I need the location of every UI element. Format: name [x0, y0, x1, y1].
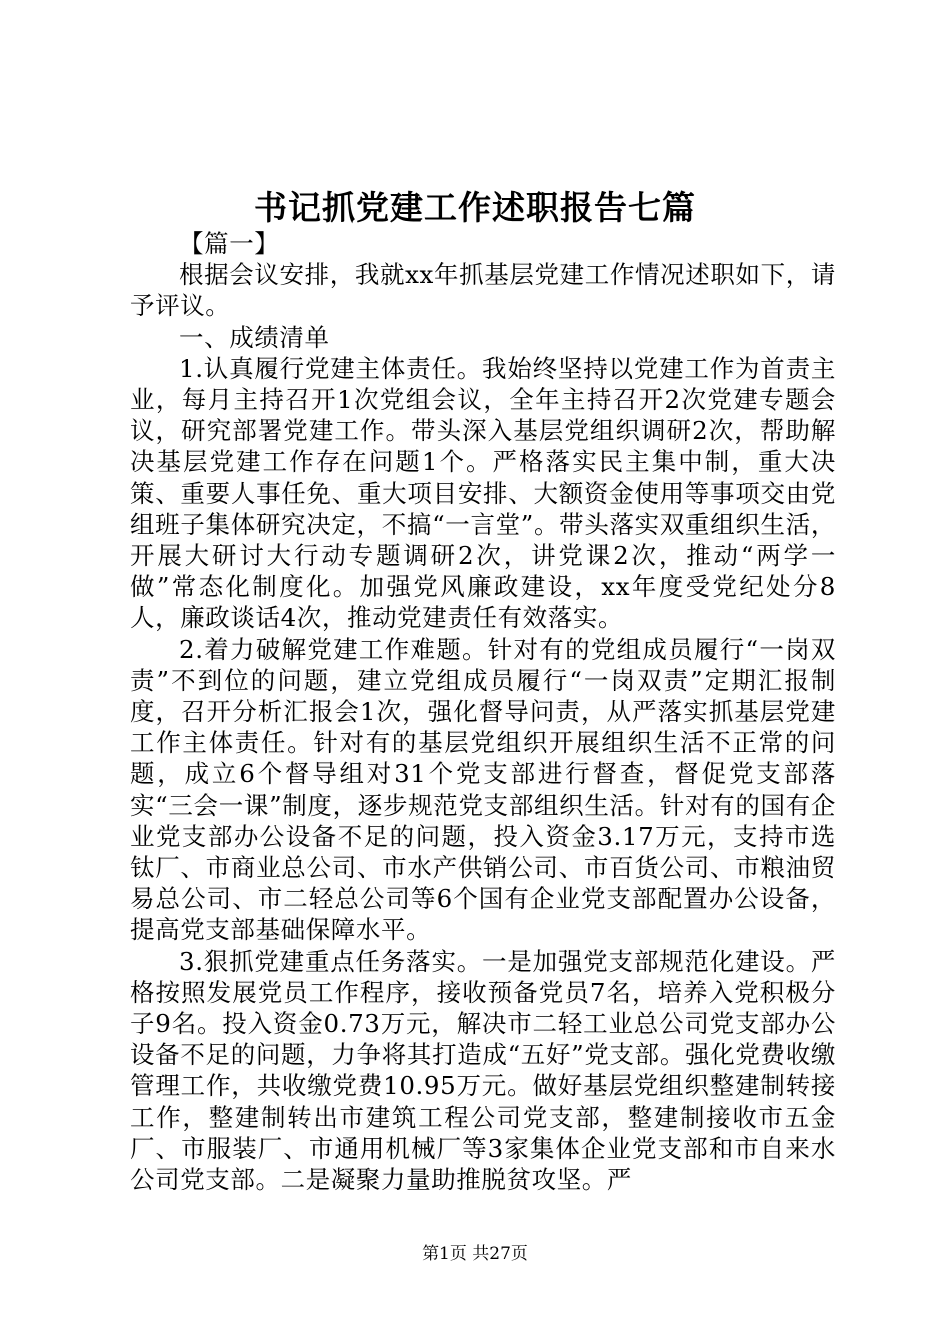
body-paragraph-2: 2.着力破解党建工作难题。针对有的党组成员履行“一岗双责”不到位的问题，建立党组成员履行“一岗双责”定期汇报制度，召开分析汇报会1次，强化督导问责，从严落实抓基层党建工作主体责任。针对有的基层党组织开展组织生活不正常的问题，成立6个督导组对31个党支部进行督查，督促党支部落实“三会一课”制度，逐步规范党支部组织生活。针对有的国有企业党支部办公设备不足的问题，投入资金3.17万元，支持市选钛厂、市商业总公司、市水产供销公司、市百货公司、市粮油贸易总公司、市二轻总公司等6个国有企业党支部配置办公设备，提高党支部基础保障水平。 — [130, 634, 836, 945]
body-paragraph-intro: 根据会议安排，我就xx年抓基层党建工作情况述职如下，请予评议。 — [130, 260, 836, 321]
page-number-footer: 第1页 共27页 — [422, 1244, 528, 1264]
body-paragraph-1: 1.认真履行党建主体责任。我始终坚持以党建工作为首责主业，每月主持召开1次党组会议，全年主持召开2次党建专题会议，研究部署党建工作。带头深入基层党组织调研2次，帮助解决基层党建工作存在问题1个。严格落实民主集中制，重大决策、重要人事任免、重大项目安排、大额资金使用等事项交由党组班子集体研究决定，不搞“一言堂”。带头落实双重组织生活，开展大研讨大行动专题调研2次，讲党课2次，推动“两学一做”常态化制度化。加强党风廉政建设，xx年度受党纪处分8人，廉政谈话4次，推动党建责任有效落实。 — [130, 353, 836, 633]
section-label: 【篇一】 — [179, 229, 280, 258]
body-paragraph-3: 3.狠抓党建重点任务落实。一是加强党支部规范化建设。严格按照发展党员工作程序，接收预备党员7名，培养入党积极分子9名。投入资金0.73万元，解决市二轻工业总公司党支部办公设备不足的问题，力争将其打造成“五好”党支部。强化党费收缴管理工作，共收缴党费10.95万元。做好基层党组织整建制转接工作，整建制转出市建筑工程公司党支部，整建制接收市五金厂、市服装厂、市通用机械厂等3家集体企业党支部和市自来水公司党支部。二是凝聚力量助推脱贫攻坚。严 — [130, 946, 836, 1195]
document-body — [130, 228, 836, 1195]
section-heading-achievements: 一、成绩清单 — [179, 322, 330, 352]
document-title: 书记抓党建工作述职报告七篇 — [254, 188, 696, 227]
